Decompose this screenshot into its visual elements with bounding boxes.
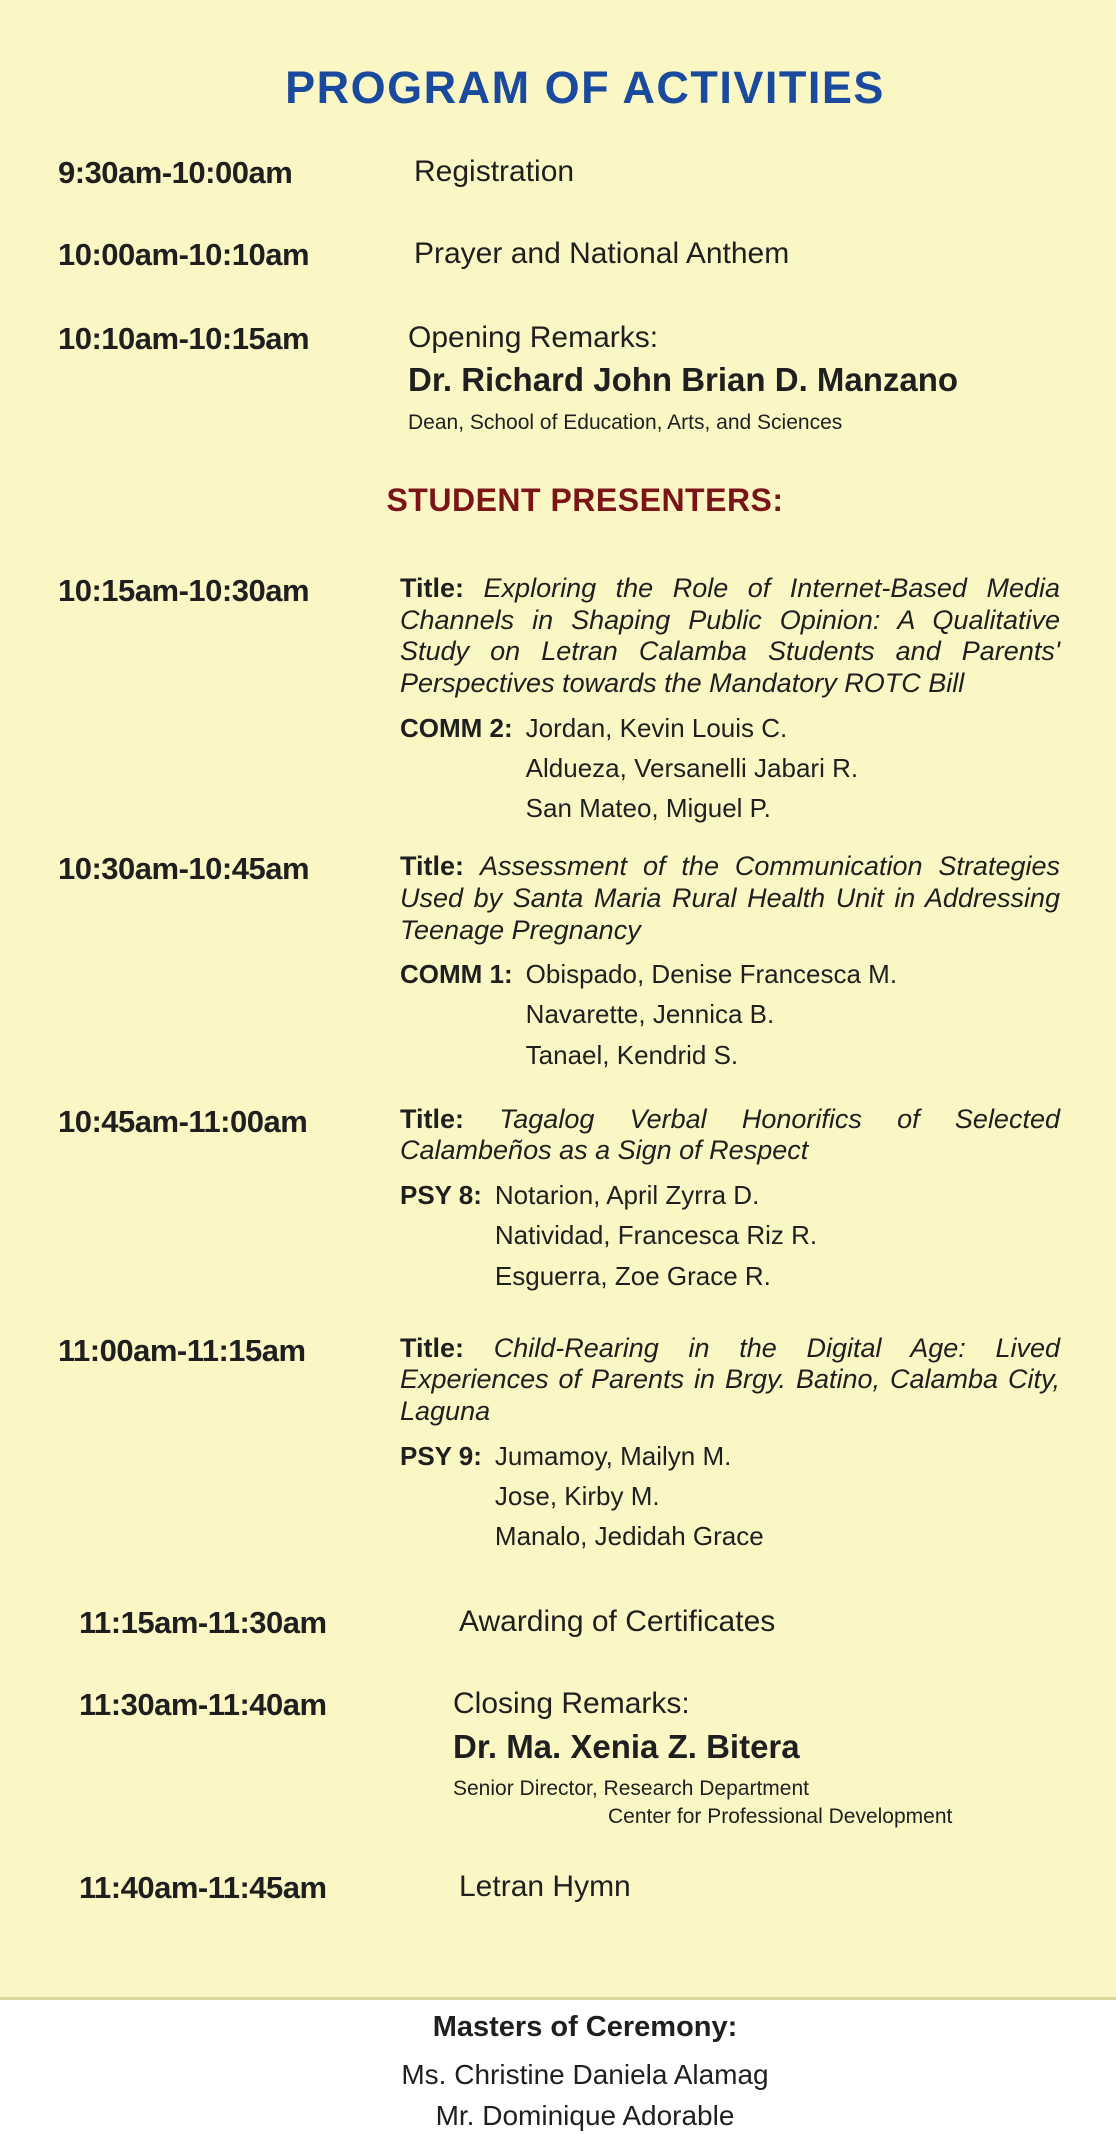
presenter-name: Jose, Kirby M.	[494, 1480, 660, 1511]
presenter-name: Navarette, Jennica B.	[525, 999, 775, 1030]
footer-heading: Masters of Ceremony:	[432, 2010, 738, 2043]
presentation-row	[0, 1104, 1116, 1293]
speaker-name: Dr. Richard John Brian D. Manzano	[408, 361, 959, 399]
time-label: 9:30am-10:00am	[58, 155, 293, 191]
time-label: 11:15am-11:30am	[79, 1605, 327, 1641]
schedule-row-opening-remarks	[0, 321, 1116, 437]
activity-label: Registration	[414, 155, 575, 189]
group-label: PSY 9:	[400, 1440, 482, 1471]
schedule-row-awarding	[0, 1605, 1116, 1641]
presenter-name: San Mateo, Miguel P.	[525, 793, 771, 824]
emcee-name: Ms. Christine Daniela Alamag	[401, 2058, 769, 2090]
schedule-row-prayer	[0, 237, 1116, 273]
activity-label: Closing Remarks:	[453, 1687, 690, 1721]
time-label: 10:45am-11:00am	[58, 1103, 308, 1139]
presenter-name: Notarion, April Zyrra D.	[494, 1180, 760, 1211]
emcee-name: Mr. Dominique Adorable	[435, 2100, 735, 2132]
group-label: PSY 8:	[400, 1180, 482, 1211]
schedule-row-registration	[0, 155, 1116, 191]
title-text: Exploring the Role of Internet-Based Media Channels in Shaping Public Opinion: A Qualitative Study on Letran Calamba Students and Parents' Perspectives towards the Mandatory ROTC Bill	[400, 573, 1060, 698]
title-text: Assessment of the Communication Strategies Used by Santa Maria Rural Health Unit in Addressing Teenage Pregnancy	[400, 851, 1060, 945]
title-label: Title:	[400, 573, 465, 604]
presenter-group	[400, 1440, 1060, 1554]
presenter-name: Jordan, Kevin Louis C.	[525, 712, 788, 743]
activity-label: Awarding of Certificates	[459, 1605, 776, 1639]
activity-label: Letran Hymn	[459, 1870, 631, 1904]
activity-label: Opening Remarks:	[408, 320, 659, 354]
presenter-name: Obispado, Denise Francesca M.	[525, 959, 898, 990]
presentation-row	[0, 573, 1116, 825]
presenter-group	[400, 712, 1060, 826]
schedule-row-closing-remarks	[0, 1687, 1116, 1830]
page-title: PROGRAM OF ACTIVITIES	[285, 62, 885, 113]
title-label: Title:	[400, 1332, 465, 1363]
time-label: 11:00am-11:15am	[58, 1332, 306, 1368]
presenter-name: Natividad, Francesca Riz R.	[494, 1220, 818, 1251]
presenter-group	[400, 958, 1060, 1072]
presentation-row	[0, 851, 1116, 1072]
presenter-name: Esguerra, Zoe Grace R.	[494, 1260, 771, 1291]
speaker-role: Center for Professional Development	[608, 1804, 953, 1828]
title-label: Title:	[400, 851, 465, 882]
schedule-row-letran-hymn	[0, 1870, 1116, 1906]
speaker-role: Dean, School of Education, Arts, and Sciences	[408, 410, 843, 434]
presenter-group	[400, 1179, 1060, 1293]
group-label: COMM 1:	[400, 959, 513, 990]
presenter-name: Jumamoy, Mailyn M.	[494, 1440, 732, 1471]
time-label: 10:00am-10:10am	[58, 236, 310, 272]
group-label: COMM 2:	[400, 712, 513, 743]
section-heading-student-presenters: STUDENT PRESENTERS:	[386, 482, 784, 519]
masters-of-ceremony-block	[110, 2010, 1060, 2134]
title-label: Title:	[400, 1103, 465, 1134]
speaker-name: Dr. Ma. Xenia Z. Bitera	[453, 1727, 800, 1765]
bottom-edge-line	[0, 1997, 1116, 2000]
activity-label: Prayer and National Anthem	[414, 236, 790, 270]
time-label: 11:30am-11:40am	[79, 1687, 327, 1723]
presentation-title	[400, 1333, 1060, 1428]
time-label: 10:10am-10:15am	[58, 320, 310, 356]
title-text: Child-Rearing in the Digital Age: Lived Experiences of Parents in Brgy. Batino, Calamba City, Laguna	[400, 1332, 1060, 1427]
presentation-title	[400, 1104, 1060, 1167]
speaker-role: Senior Director, Research Department	[453, 1777, 809, 1801]
time-label: 10:15am-10:30am	[58, 573, 310, 609]
presentation-title	[400, 573, 1060, 699]
presenter-name: Manalo, Jedidah Grace	[494, 1521, 764, 1552]
presentation-row	[0, 1333, 1116, 1554]
time-label: 10:30am-10:45am	[58, 851, 310, 887]
presentation-title	[400, 851, 1060, 946]
time-label: 11:40am-11:45am	[79, 1870, 327, 1906]
title-text: Tagalog Verbal Honorifics of Selected Calambeños as a Sign of Respect	[400, 1103, 1060, 1166]
presenter-name: Tanael, Kendrid S.	[525, 1039, 739, 1070]
presenter-name: Aldueza, Versanelli Jabari R.	[525, 752, 859, 783]
